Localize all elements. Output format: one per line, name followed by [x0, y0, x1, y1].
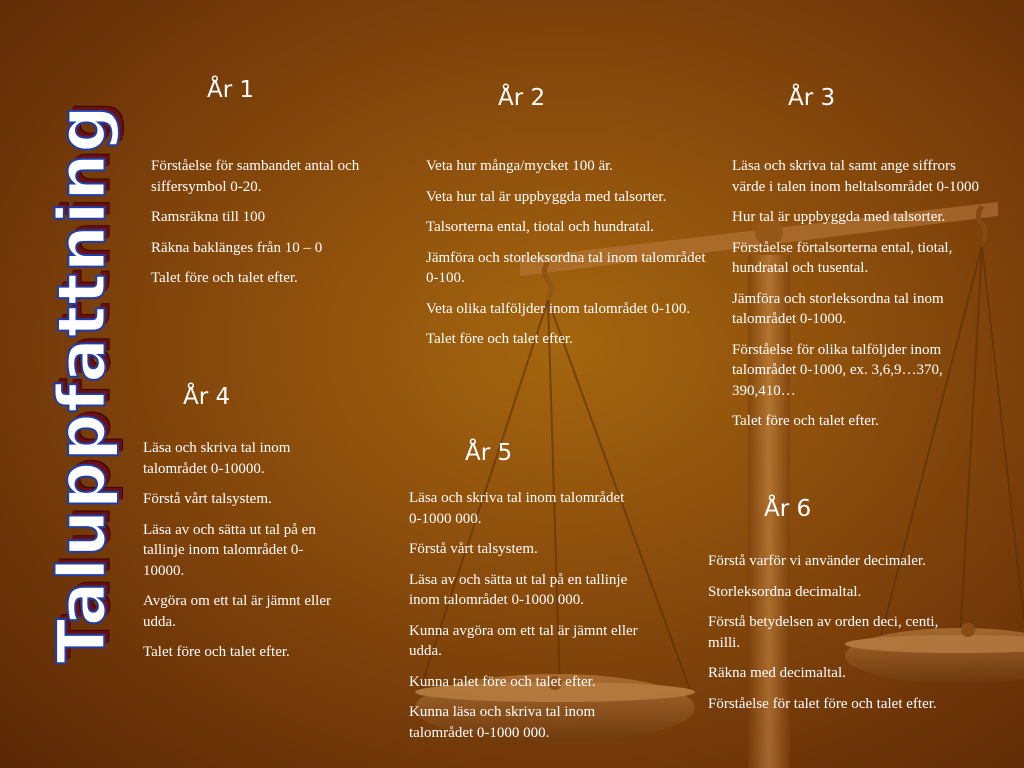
- list-item: Kunna läsa och skriva tal inom talområdet 0-1000 000.: [409, 704, 596, 741]
- list-item: Läsa av och sätta ut tal på en tallinje inom talområdet 0-10000.: [143, 521, 316, 579]
- year-4-heading: År 4: [183, 384, 231, 410]
- year-5-heading: År 5: [465, 440, 513, 466]
- list-item: Förståelse förtalsorterna ental, tiotal, hundratal och tusental.: [732, 239, 953, 276]
- list-item: Jämföra och storleksordna tal inom talområdet 0-100.: [426, 249, 706, 286]
- year-5-content: [409, 488, 639, 753]
- list-item: Förstå betydelsen av orden deci, centi, milli.: [708, 614, 939, 651]
- list-item: Läsa av och sätta ut tal på en tallinje inom talområdet 0-1000 000.: [409, 571, 628, 608]
- list-item: Kunna talet före och talet efter.: [409, 673, 596, 690]
- year-2-content: [426, 156, 711, 360]
- list-item: Förståelse för sambandet antal och siffersymbol 0-20.: [151, 158, 360, 195]
- year-6-content: [708, 551, 958, 724]
- list-item: Veta hur många/mycket 100 är.: [426, 158, 614, 174]
- list-item: Förstå varför vi använder decimaler.: [708, 553, 926, 569]
- list-item: Läsa och skriva tal inom talområdet 0-10000.: [143, 440, 291, 477]
- list-item: Förstå vårt talsystem.: [409, 541, 538, 557]
- year-1-content: [151, 156, 371, 299]
- list-item: Veta olika talföljder inom talområdet 0-100.: [426, 300, 691, 317]
- list-item: Räkna med decimaltal.: [708, 665, 846, 681]
- list-item: Kunna avgöra om ett tal är jämnt eller udda.: [409, 622, 638, 659]
- list-item: Storleksordna decimaltal.: [708, 583, 862, 600]
- year-3-heading: År 3: [788, 85, 836, 111]
- year-1-heading: År 1: [207, 77, 255, 103]
- year-6-heading: År 6: [764, 496, 812, 522]
- list-item: Veta hur tal är uppbyggda med talsorter.: [426, 188, 667, 205]
- list-item: Talsorterna ental, tiotal och hundratal.: [426, 219, 655, 235]
- year-4-content: [143, 438, 333, 673]
- list-item: Ramsräkna till 100: [151, 209, 266, 225]
- list-item: Jämföra och storleksordna tal inom talområdet 0-1000.: [732, 290, 944, 327]
- list-item: Talet före och talet efter.: [426, 331, 573, 347]
- list-item: Förståelse för olika talföljder inom talområdet 0-1000, ex. 3,6,9…370, 390,410…: [732, 341, 943, 399]
- year-3-content: [732, 156, 982, 442]
- slide-title-vertical: Taluppfattning: [43, 104, 121, 664]
- year-2-heading: År 2: [498, 85, 546, 111]
- list-item: Läsa och skriva tal samt ange siffrors värde i talen inom heltalsområdet 0-1000: [732, 158, 980, 195]
- list-item: Läsa och skriva tal inom talområdet 0-1000 000.: [409, 490, 625, 527]
- list-item: Avgöra om ett tal är jämnt eller udda.: [143, 593, 331, 630]
- list-item: Förståelse för talet före och talet efter.: [708, 695, 937, 712]
- list-item: Talet före och talet efter.: [732, 413, 879, 429]
- list-item: Förstå vårt talsystem.: [143, 491, 272, 507]
- list-item: Hur tal är uppbyggda med talsorter.: [732, 209, 946, 225]
- list-item: Räkna baklänges från 10 – 0: [151, 239, 323, 256]
- list-item: Talet före och talet efter.: [143, 644, 290, 660]
- list-item: Talet före och talet efter.: [151, 270, 298, 286]
